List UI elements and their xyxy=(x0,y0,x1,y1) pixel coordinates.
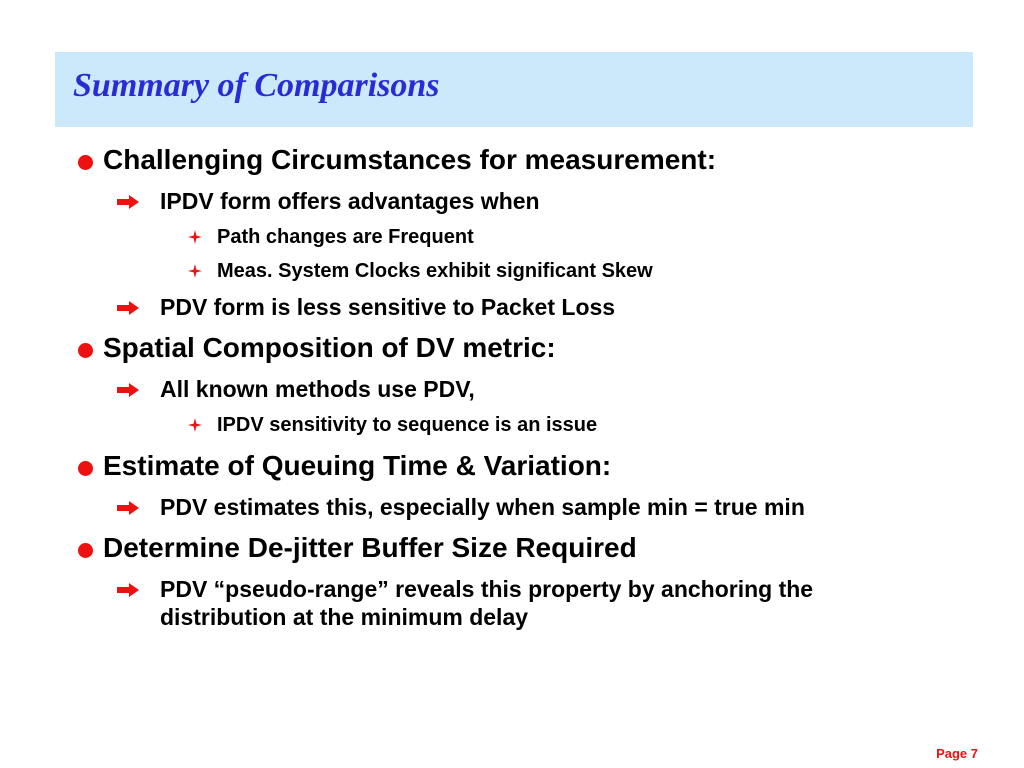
red-star-icon xyxy=(188,230,202,244)
red-arrow-icon xyxy=(116,500,140,516)
bullet-level3: Path changes are Frequent xyxy=(217,226,474,248)
bullet-level2-continuation: distribution at the minimum delay xyxy=(160,604,529,630)
red-star-icon xyxy=(188,418,202,432)
red-dot-icon xyxy=(78,461,93,476)
red-dot-icon xyxy=(78,343,93,358)
bullet-level1: Spatial Composition of DV metric: xyxy=(103,332,556,363)
red-star-icon xyxy=(188,264,202,278)
red-arrow-icon xyxy=(116,382,140,398)
bullet-level3: Meas. System Clocks exhibit significant Skew xyxy=(217,260,653,282)
red-arrow-icon xyxy=(116,582,140,598)
bullet-level2: PDV estimates this, especially when sample min = true min xyxy=(160,494,805,520)
bullet-level1: Estimate of Queuing Time & Variation: xyxy=(103,450,612,481)
slide-title: Summary of Comparisons xyxy=(73,67,440,104)
bullet-level1: Challenging Circumstances for measurement: xyxy=(103,144,717,175)
red-dot-icon xyxy=(78,155,93,170)
bullet-level2: PDV form is less sensitive to Packet Loss xyxy=(160,294,616,320)
bullet-level2: PDV “pseudo-range” reveals this property by anchoring the xyxy=(160,576,814,602)
page-number: Page 7 xyxy=(936,746,978,761)
red-arrow-icon xyxy=(116,194,140,210)
red-dot-icon xyxy=(78,543,93,558)
bullet-level2: IPDV form offers advantages when xyxy=(160,188,540,214)
bullet-level3: IPDV sensitivity to sequence is an issue xyxy=(217,414,598,436)
bullet-level2: All known methods use PDV, xyxy=(160,376,475,402)
red-arrow-icon xyxy=(116,300,140,316)
bullet-level1: Determine De-jitter Buffer Size Required xyxy=(103,532,637,563)
